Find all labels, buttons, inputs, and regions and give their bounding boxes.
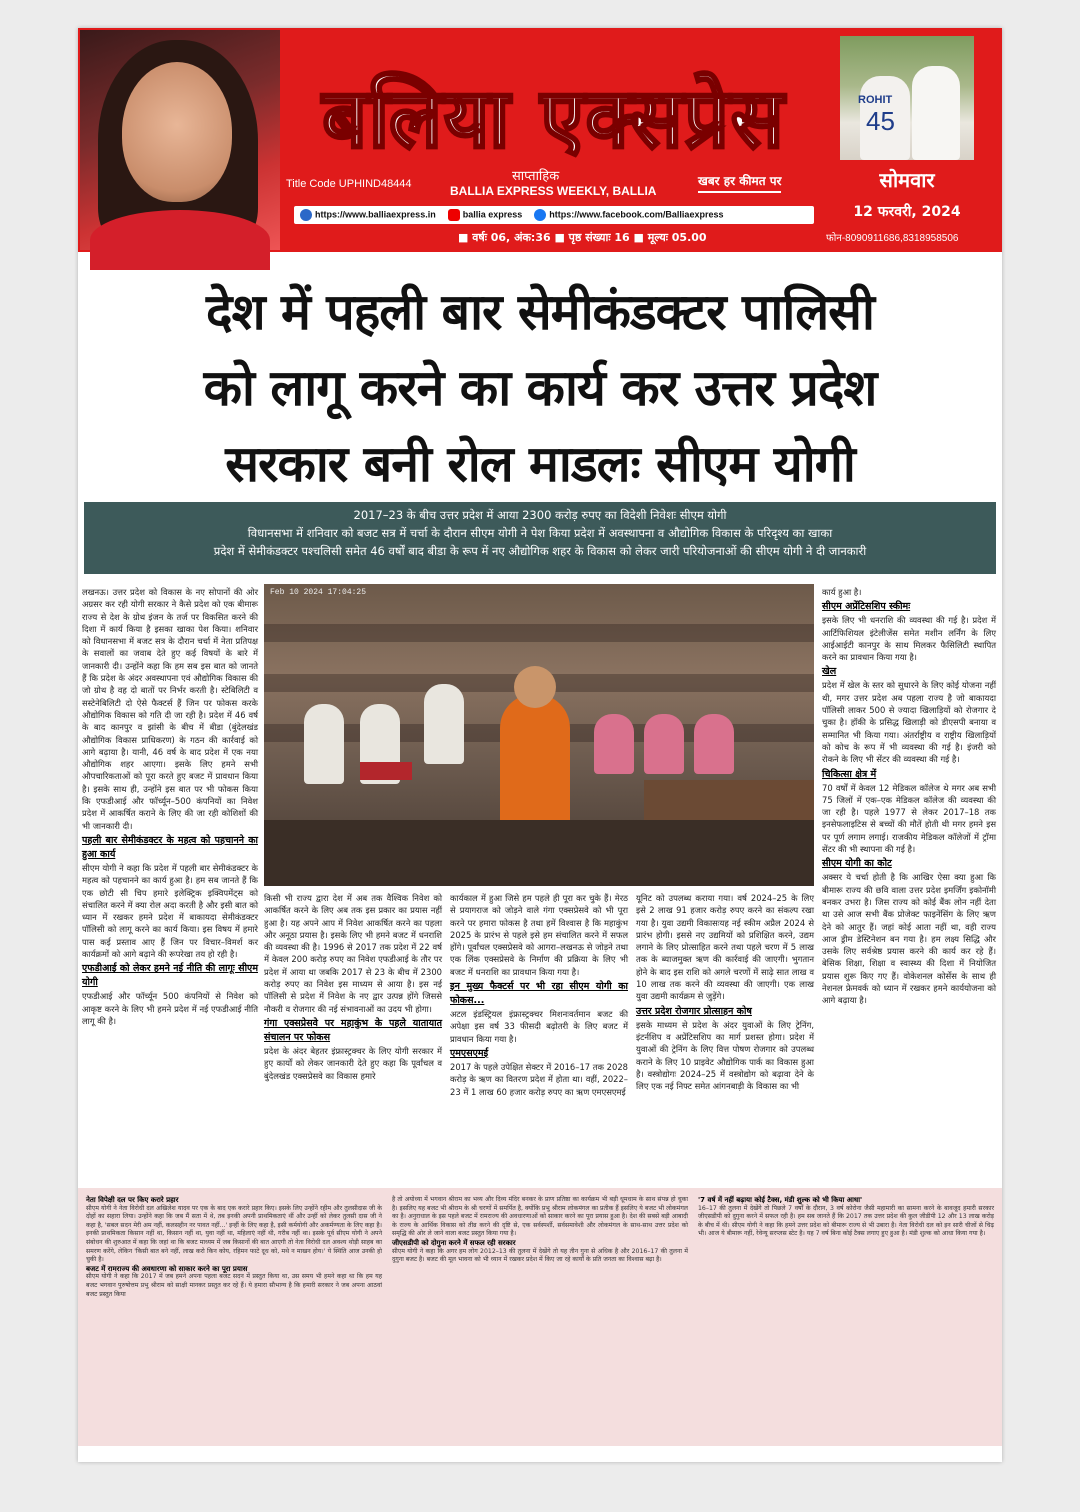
newspaper-logo: बलिया एक्सप्रेस — [322, 70, 786, 167]
article-column-5 — [822, 586, 996, 1182]
paragraph: इसके माध्यम से प्रदेश के अंदर युवाओं के लिए ट्रेनिंग, इंटर्नशिप व अप्रेंटिसशिप का मार्ग प्रशस्त होगा। प्रदेश में युवाओं की ट्रेनिंग के लिए वित्त पोषण रोजगार को उपलब्ध कराने के लिए 10 प्राइवेट औद्योगिक पार्क का विकास हुआ है। वस्त्रोद्योगः 2024–25 में वस्त्रोद्योग को बढ़ावा देने के लिए एक नई निफ्ट समेत आंगनबाड़ी के विकास का भी — [636, 1019, 814, 1092]
bottom-paragraph: है तो अयोध्या में भगवान श्रीराम का भव्य और दिव्य मंदिर बनकर के प्राण प्रतिष्ठा का कार्यक्रम भी बड़ी धूमधाम के साथ संपन्न हो चुका है। इसलिए यह बजट भी श्रीराम के श्री चरणों में समर्पित है, क्योंकि प्रभु श्रीराम लोकमंगल का प्रतीक हैं इसलिए ये बजट भी लोकमंगल का है। अनुराधाल के इस पहले बजट में रामराज्य की अवधारणाओं को साकार करने का पूरा प्रयास हुआ है। देश की सबसे बड़ी आबादी के राज्य के आर्थिक विकास को तीव्र करने की दृष्टि से, एक सर्वस्पर्शी, सर्वसमावेशी और लोकमंगल के साथ-साथ उत्तर प्रदेश को समृद्धि की ओर ले जाने वाला बजट प्रस्तुत किया गया है। — [392, 1196, 688, 1238]
member-figure — [424, 684, 464, 764]
portrait-dress — [90, 210, 270, 270]
article-column-3 — [450, 892, 628, 1182]
portrait-face — [122, 62, 232, 202]
bottom-column-1 — [86, 1196, 382, 1442]
subheading: एफडीआई को लेकर हमने नई नीति की लागूः सीएम योगी — [82, 963, 258, 989]
deck-line: विधानसभा में शनिवार को बजट सत्र में चर्चा के दौरान सीएम योगी ने पेश किया प्रदेश में अवस्थापना व औद्योगिक विकास के परिदृश्य का खाका — [247, 526, 833, 540]
website-link[interactable] — [300, 209, 436, 221]
title-code: Title Code UPHIND48444 — [286, 178, 412, 190]
headline-line: सरकार बनी रोल माडलः सीएम योगी — [225, 435, 855, 493]
bottom-paragraph: सीएम योगी ने कहा कि अगर हम लोग 2012–13 की तुलना में देखेंगे तो यह तीन गुना से अधिक है और 2016–17 की तुलना में दुगुना बजट है। बजट की मूल भावना को भी ध्यान में रखकर प्रदेश में किए जा रहे कार्यों के प्रति जनता का विश्वास बढ़ा है। — [392, 1247, 688, 1264]
youtube-link[interactable] — [448, 209, 523, 221]
bottom-subheading: बजट में रामराज्य की अवधारणा को साकार करने का पूरा प्रयास — [86, 1264, 248, 1273]
paragraph: 2017 के पहले उपेक्षित सेक्टर में 2016–17 तक 2028 करोड़ के ऋण का वितरण प्रदेश में होता था। वहीं, 2022–23 में 1 लाख 60 हजार करोड़ रुपए का ऋण एमएसएमई — [450, 1061, 628, 1097]
tagline: खबर हर कीमत पर — [698, 172, 781, 193]
subheading: खेल — [822, 666, 837, 678]
paragraph: लखनऊ। उत्तर प्रदेश को विकास के नए सोपानों की ओर अग्रसर कर रही योगी सरकार ने कैसे प्रदेश को एक बीमारू राज्य से देश के ग्रोथ इंजन के तर्ज पर विकसित करने की दिशा में कार्य किया है इसका खाका पेश किया। शनिवार को विधानसभा में बजट सत्र के दौरान चर्चा में नेता प्रतिपक्ष के सवालों का जवाब देते हुए कई विषयों के बारे में जानकारी दी। उन्होंने कहा कि हम सब इस बात को जानते हैं कि प्रदेश के अंदर अवस्थापना एवं औद्योगिक विकास की जो ग्रोथ है वह दो बातों पर निर्भर करती है। स्टेबिलिटी व सस्टेनेबिलिटी दो ऐसे फैक्टर्स हैं जिन पर फोकस करके औद्योगिक विकास को गति दी जा रही है। प्रदेश में 46 वर्ष के बाद कानपुर व झांसी के बीच में बीडा (बुंदेलखंड औद्योगिक विकास प्राधिकरण) के गठन की कार्रवाई को आगे बढ़ाया है। यानी, 46 वर्ष के बाद प्रदेश में एक नया औद्योगिक शहर आएगा। इसके लिए हमने सभी औपचारिकताओं को पूरा करते हुए बजट में प्रावधान किया है। इसके साथ ही, उन्होंने इस बात पर भी फोकस किया कि एफडीआई और फॉर्च्यून–500 कंपनियों का निवेश प्रदेश में आकर्षित कराने के लिए की जा रही कोशिशों की भी जानकारी दी। — [82, 587, 258, 831]
member-figure — [304, 704, 344, 784]
globe-icon — [300, 209, 312, 221]
paragraph: 70 वर्षों में केवल 12 मेडिकल कॉलेज थे मगर अब सभी 75 जिलों में एक–एक मेडिकल कॉलेज की व्यवस्था की जा रही है। पहले 1977 से लेकर 2017–18 तक इनसेफलाइटिस से बच्चों की मौतें होती थी मगर हमने इस पर पूर्ण लगाम लगाई। राजकीय मेडिकल कॉलेजों में ट्रॉमा सेंटर की भी स्थापना की गई है। — [822, 782, 996, 855]
deck-line: प्रदेश में सेमीकंडक्टर पश्चलिसी समेत 46 वर्षों बाद बीडा के रूप में नए औद्योगिक शहर के विकास को लेकर जारी परियोजनाओं की सीएम योगी ने दी जानकारी — [213, 544, 867, 558]
issue-day: सोमवार — [879, 168, 935, 192]
bottom-paragraph: 16–17 की तुलना में देखेंगे तो पिछले 7 वर्षों के दौरान, 3 वर्ष कोरोना जैसी महामारी का सामना करने के बावजूद हमारी सरकार जीएसडीपी को दुगुना करने में सफल रही है। हम सब जानते हैं कि 2017 तक उत्तर प्रदेश की कुल जीडीपी 12 और 13 लाख करोड़ के बीच में थी। सीएम योगी ने कहा कि हमने उत्तर प्रदेश को बीमारू राज्य से भी उबारा है। नेता विरोधी दल को इन सारी चीजों से चिढ़ भी। आज ये बीमारू नहीं, रेवेन्यू सरप्लस स्टेट है। यह 7 वर्ष बिना कोई टैक्स लगाए हुए हुआ है। मंडी शुल्क को आधा किया गया है। — [698, 1204, 994, 1238]
speaker-head — [514, 666, 556, 708]
paragraph: प्रदेश के अंदर बेहतर इंफ्रास्ट्रक्चर के लिए योगी सरकार में हुए कार्यों को लेकर जानकारी देते हुए कहा कि पूर्वांचल व बुंदेलखंड एक्सप्रेसवे का विकास हमारे — [264, 1045, 442, 1081]
youtube-icon — [448, 209, 460, 221]
bottom-paragraph: सीएम योगी ने कहा कि 2017 में जब हमने अपना पहला बजट सदन में प्रस्तुत किया था, उस समय भी हमने कहा था कि हम यह बजट भगवान पुरुषोत्तम प्रभु श्रीराम को साक्षी मानकर प्रस्तुत कर रहे हैं। ये हमारा सौभाग्य है कि हमारी सरकार ने जब अपना आठवां बजट प्रस्तुत किया — [86, 1273, 382, 1298]
facebook-link[interactable] — [534, 209, 723, 221]
member-figure — [644, 714, 684, 774]
newspaper-page — [78, 28, 1002, 1462]
issue-meta: ■ वर्षः 06, अंक:36 ■ पृष्ठ संख्याः 16 ■ मूल्यः 05.00 — [458, 231, 707, 244]
weekly-label-hindi: साप्ताहिक — [512, 169, 560, 184]
headline-line: देश में पहली बार सेमीकंडक्टर पालिसी — [206, 283, 874, 341]
paragraph: एफडीआई और फॉर्च्यून 500 कंपनियों से निवेश को आकृष्ट करने के लिए भी हमने प्रदेश में नई एफडीआई नीति लागू की है। — [82, 991, 258, 1026]
main-headline — [84, 274, 996, 502]
website-url: https://www.balliaexpress.in — [315, 209, 436, 220]
player-figure — [912, 66, 960, 160]
deck-line: 2017–23 के बीच उत्तर प्रदेश में आया 2300 करोड़ रुपए का विदेशी निवेशः सीएम योगी — [353, 508, 727, 522]
issue-date: 12 फरवरी, 2024 — [853, 204, 961, 220]
bottom-subheading: '7 वर्ष में नहीं बढ़ाया कोई टैक्स, मंडी शुल्क को भी किया आधा' — [698, 1196, 863, 1204]
subheading: सीएम योगी का कोट — [822, 858, 892, 870]
subheading: उत्तर प्रदेश रोजगार प्रोत्साहन कोष — [636, 1005, 752, 1017]
member-figure — [694, 714, 734, 774]
paragraph: सीएम योगी ने कहा कि प्रदेश में पहली बार सेमीकंडक्टर के महत्व को पहचानने का कार्य हुआ है। हम सब जानते हैं कि एक छोटी सी चिप हमारे इलेक्ट्रिक इक्विपमेंट्स को संचालित करने में क्या रोल अदा करती है और इसी बात को ध्यान में रखकर हमने प्रदेश में बाकायदा सेमीकंडक्टर पॉलिसी को लागू करने का कार्य किया। इस विषय में हमारे पास कई प्रस्ताव आए हैं जिन पर विचार–विमर्श कर कार्यक्रमों को आगे बढ़ाने की रूपरेखा तय हो रही है। — [82, 862, 258, 960]
subheading: गंगा एक्सप्रेसवे पर महाकुंभ के पहले यातायात संचालन पर फोकस — [264, 1017, 442, 1043]
bottom-column-3 — [698, 1196, 994, 1442]
masthead-portrait-photo — [80, 30, 280, 250]
paragraph: कार्यकाल में हुआ जिसे हम पहले ही पूरा कर चुके हैं। मेरठ से प्रयागराज को जोड़ने वाले गंगा एक्सप्रेसवे को भी पूरा करने पर हमारा फोकस है तथा हमें विश्वास है कि महाकुंभ 2025 के प्रारंभ से पहले इसे हम संचालित करने में सफल होंगे। पूर्वांचल एक्सप्रेसवे को आगरा–लखनऊ से जोड़ने तथा एक लिंक एक्सप्रेसवे के निर्माण की प्रक्रिया के लिए भी बजट में धनराशि का प्रावधान किया गया है। — [450, 893, 628, 977]
phone-numbers: फोन-8090911686,8318958506 — [826, 233, 959, 244]
member-figure — [594, 714, 634, 774]
masthead-cricket-photo — [840, 36, 974, 160]
headline-line: को लागू करने का कार्य कर उत्तर प्रदेश — [203, 359, 877, 417]
paragraph: यूनिट को उपलब्ध कराया गया। वर्ष 2024–25 के लिए इसे 2 लाख 91 हजार करोड़ रुपए करने का संकल्प रखा गया है। युवा उद्यमी विकासःयह नई स्कीम अप्रैल 2024 से प्रारंभ होगी। इससे नए उद्यमियों को प्रशिक्षित करने, उद्यम लगाने के लिए प्रोत्साहित करने तथा पहले चरण में 5 लाख तक के ब्याजमुक्त ऋण की कार्रवाई की जाएगी। भुगतान होने के बाद इस राशि को अगले चरणों में साढ़े सात लाख व 10 लाख तक करने की व्यवस्था की जाएगी। एक लाख युवा उद्यमी कार्यक्रम से जुड़ेंगे। — [636, 893, 814, 1002]
facebook-url: https://www.facebook.com/Balliaexpress — [549, 209, 724, 220]
shirt-number: 45 — [866, 106, 895, 136]
subheading: एमएसएमई — [450, 1047, 489, 1059]
article-column-1 — [82, 586, 258, 1026]
member-cap — [360, 762, 412, 780]
bottom-column-2 — [392, 1196, 688, 1442]
paragraph: प्रदेश में खेल के स्तर को सुधारने के लिए कोई योजना नहीं थी, मगर उत्तर प्रदेश अब पहला राज्य है जो बाकायदा पॉलिसी लाकर 500 से ज्यादा खिलाड़ियों को रोजगार दे चुका है। हॉकी के प्रसिद्ध खिलाड़ी को डीएसपी बनाया व सम्मानित भी किया गया। अंतर्राष्ट्रीय व राष्ट्रीय खिलाड़ियों को कोच के रूप में भी व्यवस्था की गई है। इंजरी को रोकने के लिए भी सेंटर की व्यवस्था की गई है। — [822, 680, 996, 765]
headline-deck — [84, 502, 996, 574]
front-desk — [264, 820, 814, 886]
photo-row — [264, 624, 814, 642]
subheading: पहली बार सेमीकंडक्टर के महत्व को पहचानने का हुआ कार्य — [82, 834, 258, 860]
social-links-bar — [294, 206, 814, 224]
subheading: चिकित्सा क्षेत्र में — [822, 768, 877, 780]
masthead — [78, 28, 1002, 252]
facebook-icon — [534, 209, 546, 221]
bottom-subheading: नेता विपेक्षी दल पर किए करारे प्रहार — [86, 1196, 179, 1204]
article-column-2 — [264, 892, 442, 1182]
paragraph: कार्य हुआ है। — [822, 587, 862, 597]
photo-timestamp: Feb 10 2024 17:04:25 — [270, 588, 367, 597]
bottom-paragraph: सीएम योगी ने नेता विरोधी दल अखिलेश यादव पर एक के बाद एक करारे प्रहार किए। इसके लिए उन्होंने रहीम और तुलसीदास जी के दोहों का सहारा लिया। उन्होंने कहा कि जब मैं सता में थे, तब इनकी अपनी प्राथमिकताएं थीं और उन्हीं को लेकर तुलसी दास जी ने कहा है, 'सबल सदन मेरी अम नहीं, कलसहीन नर पावत नहीं...' इन्हीं के लिए कहा है, इसी कर्मयोगी और अकर्मण्यता के लिए कहा है। इनकी प्राथमिकता किसान नहीं था, किसान नहीं था, युवा नहीं था, महिलाएं नहीं थी, गरीब नहीं था। इसके पूर्व सीएम योगी ने अपने संबोधन की शुरुआत में कहा कि जहां था कि बजट माध्यम में जब किसानों की बात आएगी तो नेता विरोधी दल अवश्य थोड़ी साहब का समरण करेंगे, लेकिन 'किसी बात बने नहीं, लाख करो किन कोय, रहिमन फाटे दूध को, मथे न माखन होय।' ये स्थिति आज उनकी हो चुकी है। — [86, 1204, 382, 1264]
subheading: इन मुख्य फैक्टर्स पर भी रहा सीएम योगी का फोकस... — [450, 981, 628, 1007]
youtube-channel: ballia express — [462, 209, 523, 220]
article-column-4 — [636, 892, 814, 1182]
weekly-label-english: BALLIA EXPRESS WEEKLY, BALLIA — [450, 184, 657, 198]
paragraph: किसी भी राज्य द्वारा देश में अब तक वैश्विक निवेश को आकर्षित करने के लिए अब तक इस प्रकार का प्रयास नहीं हुआ है। यह अपने आप में निवेश आकर्षित करने का पहला और अनूठा प्रयास है। इसके लिए भी हमने बजट में धनराशि की व्यवस्था की है। 1996 से 2017 तक प्रदेश में 22 वर्ष में केवल 200 करोड़ रुपए का निवेश एफडीआई के तौर पर प्रदेश में आया था जबकि 2017 से 23 के बीच में 2300 करोड़ रुपए का निवेश इस माध्यम से आया है। इस नई पॉलिसी से प्रदेश में निवेश के नए द्वार उत्पन्न होंगे जिससे नौकरी व रोजगार की नई संभावनाओं का उदय भी होगा। — [264, 893, 442, 1014]
bottom-subheading: जीएसडीपी को दोगुना करने में सफल रही सरकार — [392, 1238, 516, 1247]
paragraph: अटल इंडस्ट्रियल इंफ्रास्ट्रक्चर मिशनःवर्तमान बजट की अपेक्षा इस वर्ष 33 फीसदी बढ़ोतरी के लिए बजट में प्रावधान किया गया है। — [450, 1009, 628, 1044]
paragraph: इसके लिए भी धनराशि की व्यवस्था की गई है। प्रदेश में आर्टिफिशियल इंटेलीजेंस समेत मशीन लर्निंग के लिए आईआईटी कानपुर के साथ मिलकर फैसिलिटी स्थापित करने का प्रावधान किया गया है। — [822, 615, 996, 663]
assembly-photo — [264, 584, 814, 886]
paragraph: अक्सर ये चर्चा होती है कि आखिर ऐसा क्या हुआ कि बीमारू राज्य की छवि वाला उत्तर प्रदेश इमर्जिंग इकोनॉमी बनकर उभरा है। जिस राज्य को कोई बैंक लोन नहीं देता था उसे आज सभी बैंक प्रोजेक्ट फाइनेंसिंग के लिए ऋण देने को आतुर हैं। जहां कोई आता नहीं था, वही राज्य आज ड्रीम डेस्टिनेशन बन गया है। हम लक्ष्य सिद्धि और उसके लिए सर्वश्रेष्ठ प्रयास करने की कार्य कर रहे हैं। बेसिक शिक्षा, शिक्षा व स्वास्थ्य की दिशा में नियोजित प्रयास शुरू किए गए हैं। वोकेशनल कोर्सेस के साथ ही नेशनल फ्रेमवर्क को ध्यान में रखकर हमने कार्ययोजना को आगे बढ़ाया है। — [822, 872, 996, 1006]
shirt-name: ROHIT — [858, 94, 893, 106]
subheading: सीएम अप्रेंटिसशिप स्कीमः — [822, 601, 911, 613]
